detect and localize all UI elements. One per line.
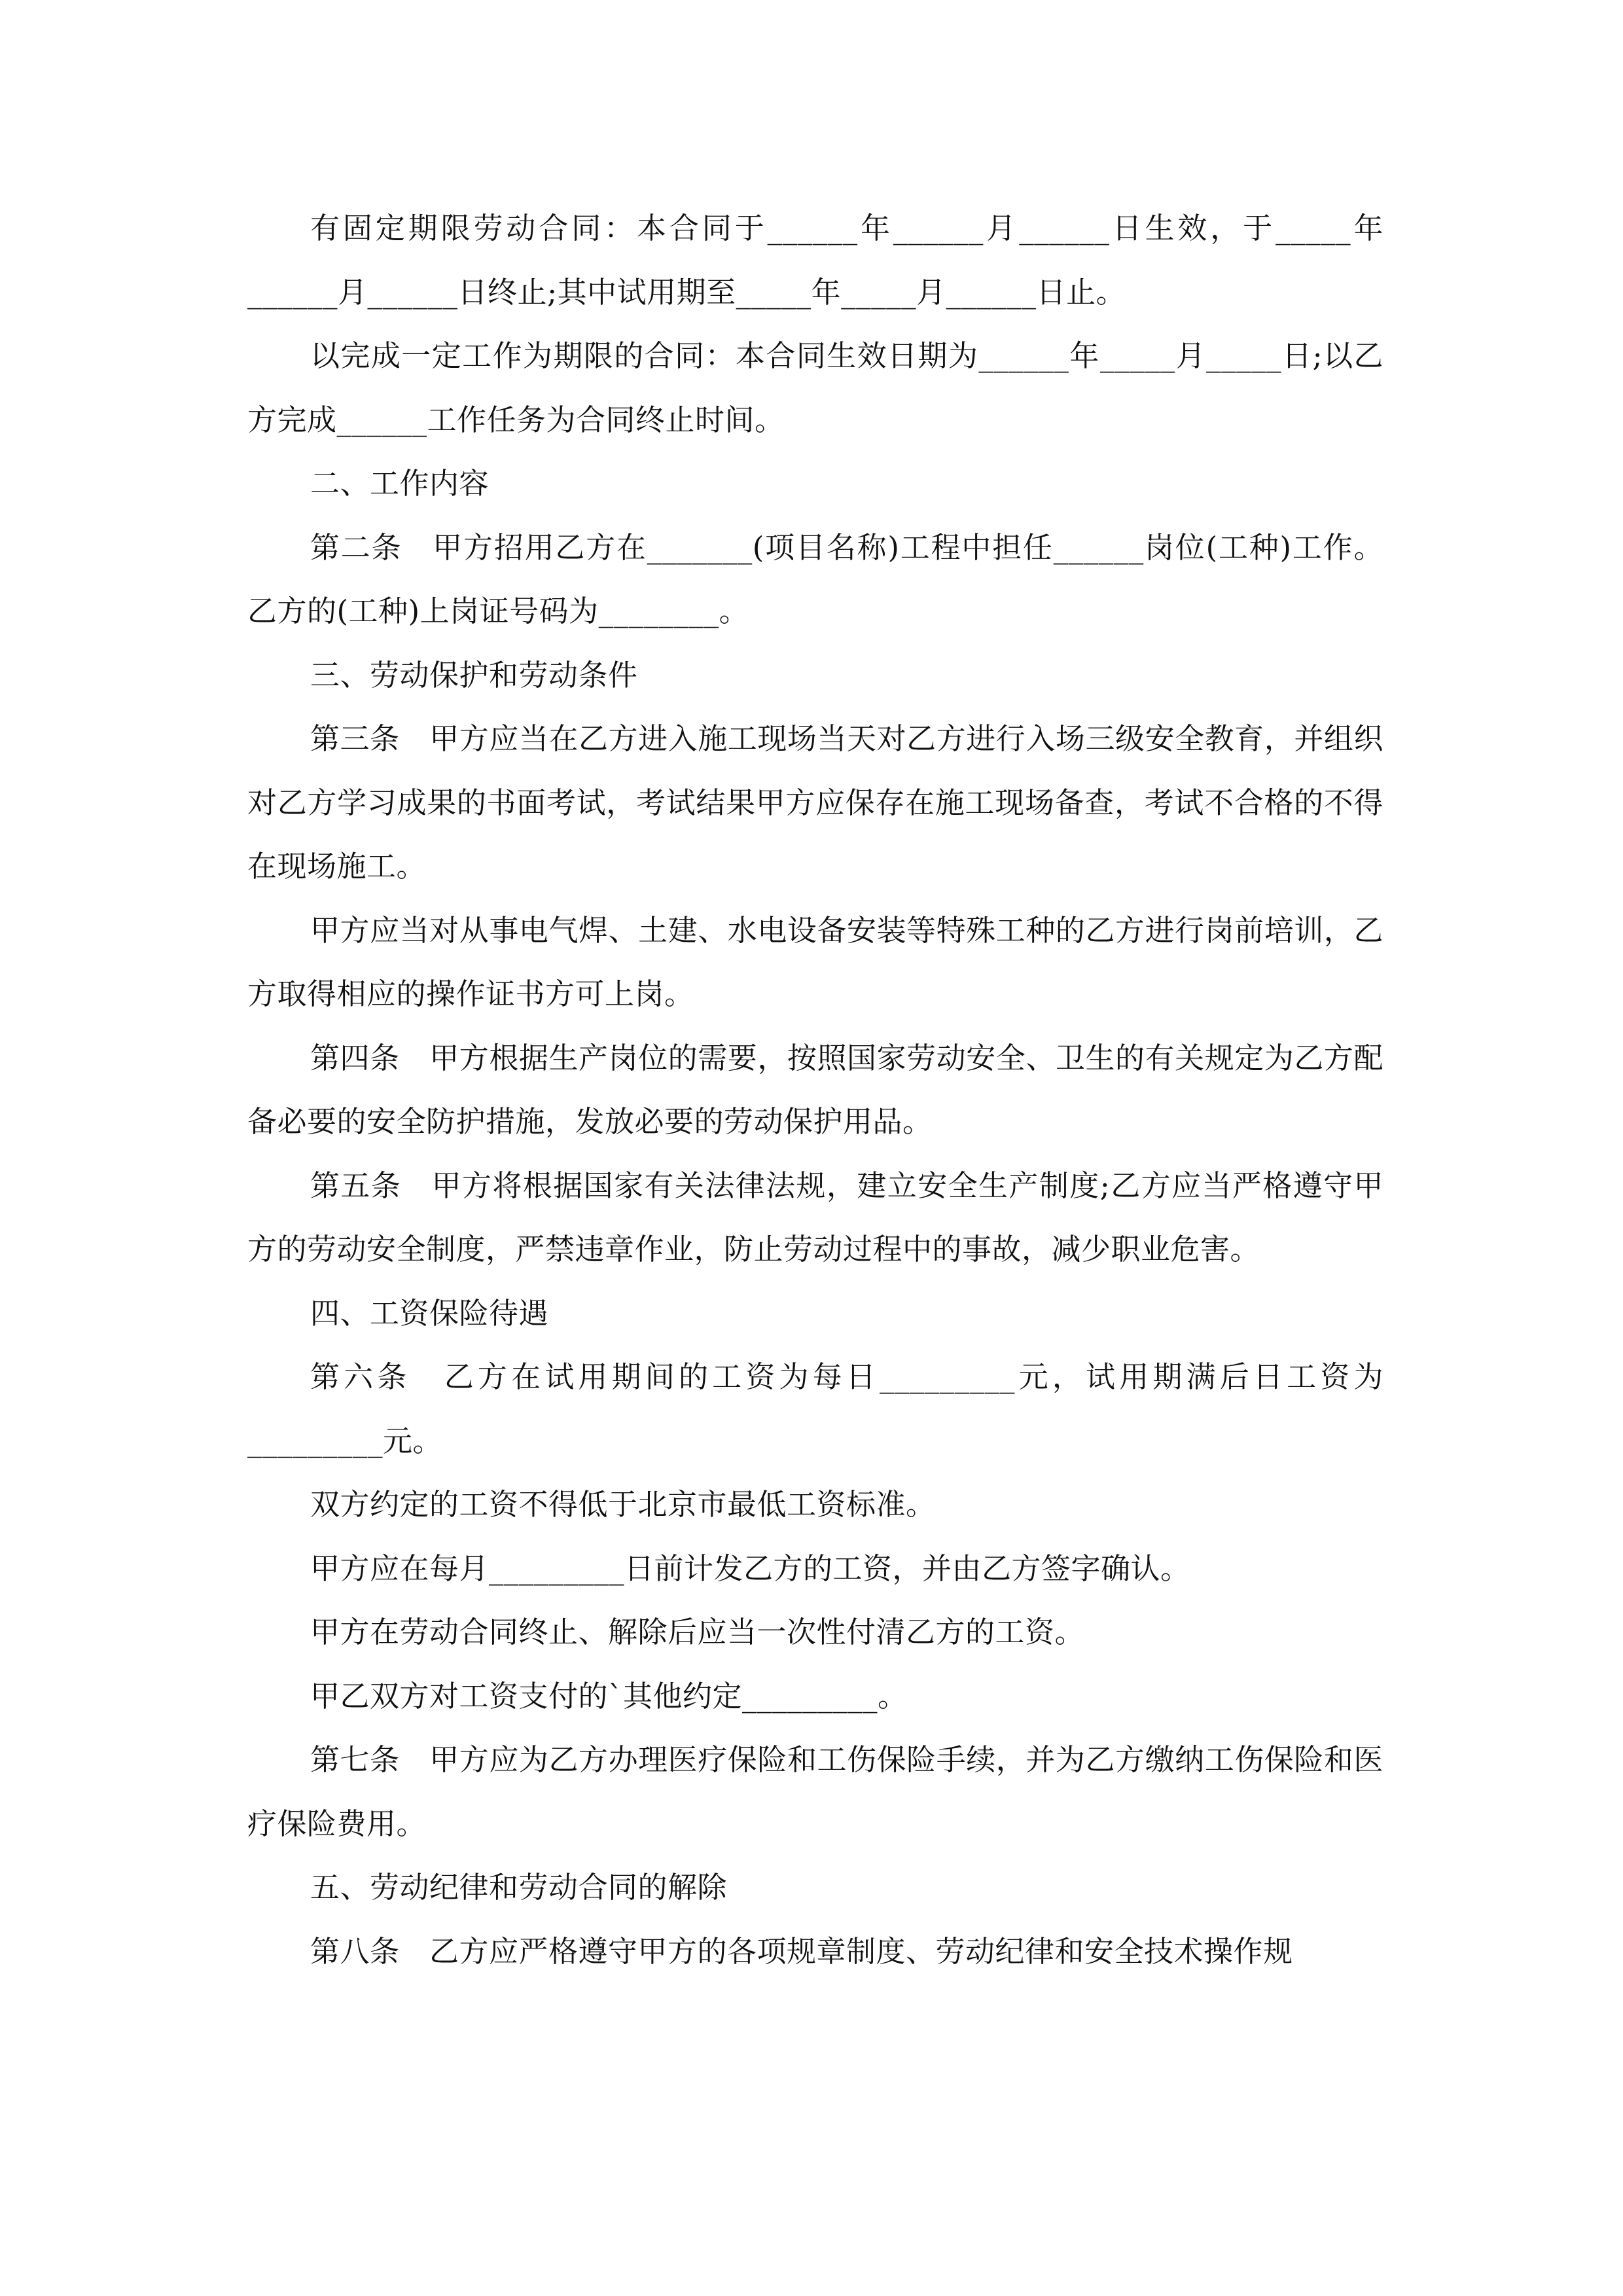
paragraph-other-agreement: 甲乙双方对工资支付的`其他约定_________。 xyxy=(310,1678,908,1713)
paragraph-pay-day: 甲方应在每月_________日前计发乙方的工资，并由乙方签字确认。 xyxy=(310,1551,1190,1586)
article-6: 第六条 乙方在试用期间的工资为每日_________元，试用期满后日工资为_________元。 xyxy=(247,1359,1383,1458)
paragraph-special-training: 甲方应当对从事电气焊、土建、水电设备安装等特殊工种的乙方进行岗前培训，乙方取得相应的操作证书方可上岗。 xyxy=(247,912,1383,1011)
document-body xyxy=(247,196,1383,1983)
article-4: 第四条 甲方根据生产岗位的需要，按照国家劳动安全、卫生的有关规定为乙方配备必要的安全防护措施，发放必要的劳动保护用品。 xyxy=(247,1040,1383,1139)
section-heading-work-content: 二、工作内容 xyxy=(310,466,490,501)
section-heading-wages-insurance: 四、工资保险待遇 xyxy=(310,1295,549,1331)
section-heading-discipline-termination: 五、劳动纪律和劳动合同的解除 xyxy=(310,1870,728,1905)
paragraph-fixed-term-contract: 有固定期限劳动合同：本合同于______年______月______日生效，于_____年______月______日终止;其中试用期至_____年_____月______日止。 xyxy=(247,211,1383,310)
article-5: 第五条 甲方将根据国家有关法律法规，建立安全生产制度;乙方应当严格遵守甲方的劳动安全制度，严禁违章作业，防止劳动过程中的事故，减少职业危害。 xyxy=(247,1168,1383,1266)
article-8: 第八条 乙方应严格遵守甲方的各项规章制度、劳动纪律和安全技术操作规 xyxy=(310,1933,1293,1969)
section-heading-labor-protection: 三、劳动保护和劳动条件 xyxy=(310,657,638,692)
paragraph-task-based-contract: 以完成一定工作为期限的合同：本合同生效日期为______年_____月_____日;以乙方完成______工作任务为合同终止时间。 xyxy=(247,338,1383,437)
article-3: 第三条 甲方应当在乙方进入施工现场当天对乙方进行入场三级安全教育，并组织对乙方学习成果的书面考试，考试结果甲方应保存在施工现场备查，考试不合格的不得在现场施工。 xyxy=(247,721,1383,884)
paragraph-final-pay: 甲方在劳动合同终止、解除后应当一次性付清乙方的工资。 xyxy=(310,1615,1085,1649)
paragraph-minimum-wage: 双方约定的工资不得低于北京市最低工资标准。 xyxy=(310,1487,936,1522)
article-7: 第七条 甲方应为乙方办理医疗保险和工伤保险手续，并为乙方缴纳工伤保险和医疗保险费用。 xyxy=(247,1742,1383,1841)
article-2: 第二条 甲方招用乙方在_______(项目名称)工程中担任______岗位(工种)工作。乙方的(工种)上岗证号码为________。 xyxy=(247,529,1383,628)
